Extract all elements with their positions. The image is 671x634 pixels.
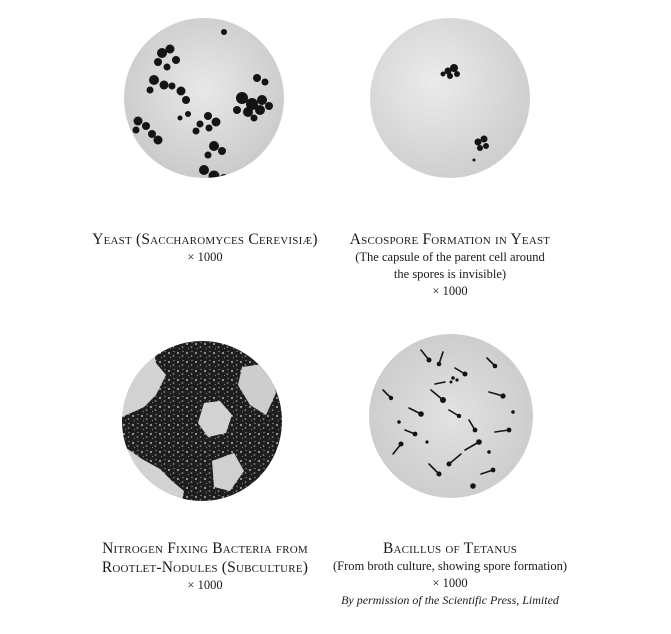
tetanus-note: (From broth culture, showing spore formation) [333, 559, 567, 573]
ascospore-note-line1: (The capsule of the parent cell around [355, 250, 545, 264]
tetanus-magnification: × 1000 [432, 576, 468, 590]
ascospore-magnification: × 1000 [432, 284, 468, 298]
nitrogen-bacteria-micrograph [122, 341, 282, 501]
ascospore-note-line2: the spores is invisible) [393, 267, 507, 281]
tetanus-title: Bacillus of Tetanus [382, 540, 518, 557]
ascospore-micrograph [370, 18, 530, 178]
ascospore-title: Ascospore Formation in Yeast [349, 231, 551, 248]
yeast-micrograph [124, 18, 284, 178]
tetanus-micrograph [369, 334, 533, 498]
nitrogen-title-line1: Nitrogen Fixing Bacteria from [102, 540, 308, 557]
nitrogen-magnification: × 1000 [187, 578, 223, 592]
permission-credit: By permission of the Scientific Press, Limited [341, 593, 559, 607]
yeast-magnification: × 1000 [187, 250, 223, 264]
nitrogen-title-line2: Rootlet-Nodules (Subculture) [101, 559, 309, 576]
yeast-title: Yeast (Saccharomyces Cerevisiæ) [92, 231, 318, 248]
